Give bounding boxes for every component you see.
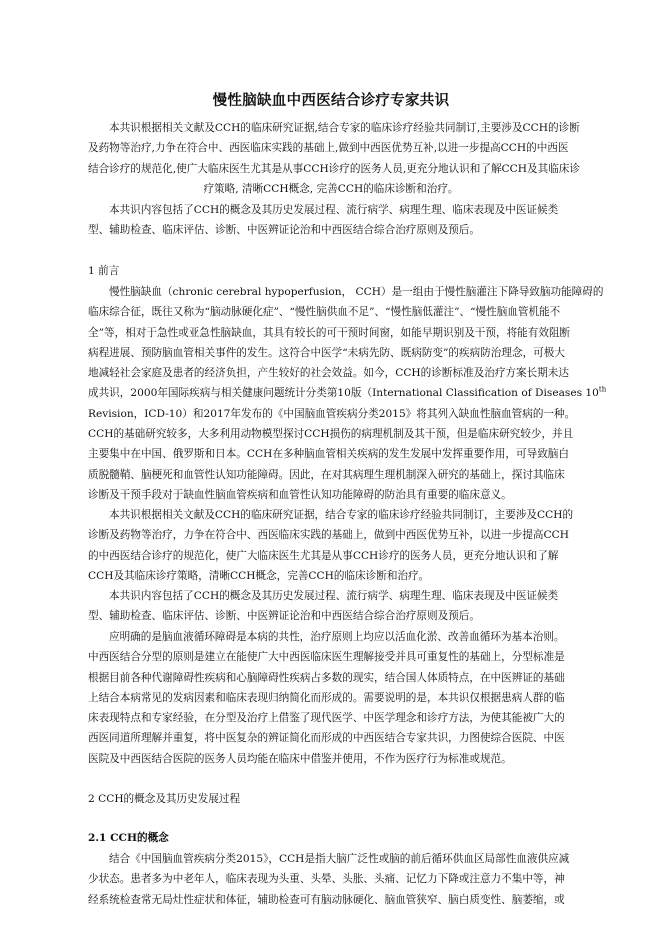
text-line: CCH的基础研究较多，大多利用动物模型探讨CCH损伤的病理机制及其干预，但是临床研究较少，并且 — [88, 428, 574, 441]
text-line: 本共识根据相关文献及CCH的临床研究证据，结合专家的临床诊疗经验共同制订，主要涉及CCH的 — [109, 509, 574, 521]
text-line: 型、辅助检查、临床评估、诊断、中医辨证论治和中西医结合综合治疗原则及预后。 — [88, 224, 480, 237]
text-line: 床表现特点和专家经验，在分型及治疗上借鉴了现代医学、中医学理念和诊疗方法，为使其能被广大的 — [88, 712, 565, 725]
section2-paragraph-1 — [88, 849, 575, 910]
section-heading: 1 前言 — [88, 265, 120, 277]
text-line: 上结合本病常见的发病因素和临床表现归纳简化而形成的。需要说明的是，本共识仅根据患病人群的临 — [88, 691, 565, 704]
text-line: 本共识内容包括了CCH的概念及其历史发展过程、流行病学、病理生理、临床表现及中医证候类 — [109, 590, 559, 602]
text-line: 中西医结合分型的原则是建立在能使广大中西医临床医生理解接受并具可重复性的基础上，分型标准是 — [88, 651, 565, 664]
text-line: 型、辅助检查、临床评估、诊断、中医辨证论治和中西医结合综合治疗原则及预后。 — [88, 610, 480, 623]
text-line: 疗策略, 清晰CCH概念, 完善CCH的临床诊断和治疗。 — [203, 182, 459, 195]
text-line — [88, 383, 607, 403]
document-title: 慢性脑缺血中西医结合诊疗专家共识 — [212, 92, 450, 109]
text-line: 诊断及药物等治疗，力争在符合中、西医临床实践的基础上，做到中西医优势互补，以进一步提高CCH — [88, 529, 569, 542]
abstract-paragraph-2 — [88, 200, 574, 241]
text-line: 地减轻社会家庭及患者的经济负担，产生较好的社会效益。如今，CCH的诊断标准及治疗方案长期未达 — [88, 367, 569, 380]
subsection-heading: 2.1 CCH的概念 — [88, 832, 169, 844]
text-line: 及药物等治疗,力争在符合中、西医临床实践的基础上,做到中西医优势互补,以进一步提高CCH的中西医 — [88, 142, 569, 155]
section-heading: 2 CCH的概念及其历史发展过程 — [88, 793, 241, 805]
text-line: CCH及其临床诊疗策略，清晰CCH概念，完善CCH的临床诊断和治疗。 — [88, 569, 430, 582]
section1-paragraph-4 — [88, 627, 575, 769]
text-line: 经系统检查常无局灶性症状和体征，辅助检查可有脑动脉硬化、脑血管狭窄、脑白质变性、脑萎缩，或 — [88, 893, 565, 906]
text-line: 诊断及干预手段对于缺血性脑血管疾病和血管性认知功能障碍的防治具有重要的临床意义。 — [88, 488, 512, 501]
text-line: 结合《中国脑血管疾病分类2015》，CCH是指大脑广泛性或脑的前后循环供血区局部性血液供应减 — [109, 853, 570, 865]
text-segment: 成共识，2000年国际疾病与相关健康问题统计分类第10版（International Classification of Diseases 10 — [88, 387, 599, 400]
text-line: 质脱髓鞘、脑梗死和血管性认知功能障碍。因此，在对其病理生理机制深入研究的基础上，探讨其临床 — [88, 468, 565, 481]
text-line: 西医同道所理解并重复，将中医复杂的辨证简化而形成的中西医结合专家共识，力图使综合医院、中医 — [88, 732, 565, 745]
text-line: 本共识根据相关文献及CCH的临床研究证据,结合专家的临床诊疗经验共同制订,主要涉及CCH的诊断 — [109, 122, 580, 134]
text-line: Revision，ICD-10）和2017年发布的《中国脑血管疾病分类2015》将其列入缺血性脑血管病的一种。 — [88, 407, 576, 420]
abstract-paragraph-1 — [88, 118, 580, 199]
section1-paragraph-3 — [88, 586, 575, 627]
text-line: 本共识内容包括了CCH的概念及其历史发展过程、流行病学、病理生理、临床表现及中医证候类 — [109, 204, 559, 216]
text-line: 少状态。患者多为中老年人，临床表现为头重、头晕、头胀、头痛、记忆力下降或注意力不集中等，神 — [88, 873, 565, 886]
text-line: 医院及中西医结合医院的医务人员均能在临床中借鉴并使用，不作为医疗行为标准或规范。 — [88, 752, 512, 765]
text-line: 慢性脑缺血（chronic cerebral hypoperfusion， CCH）是一组由于慢性脑灌注下降导致脑功能障碍的 — [109, 286, 604, 298]
text-line: 的中西医结合诊疗的规范化，使广大临床医生尤其是从事CCH诊疗的医务人员，更充分地认识和了解 — [88, 549, 559, 562]
text-line: 根据目前各种代谢障碍性疾病和心脑障碍性疾病占多数的现实，结合国人体质特点，在中医辨证的基础 — [88, 671, 565, 684]
text-line: 全”等，相对于急性或亚急性脑缺血，其具有较长的可干预时间窗，如能早期识别及干预，将能有效阻断 — [88, 326, 571, 339]
text-line: 应明确的是脑血液循环障碍是本病的共性，治疗原则上均应以活血化淤、改善血循环为基本治则。 — [109, 631, 565, 643]
text-line: 主要集中在中国、俄罗斯和日本。CCH在多种脑血管相关疾病的发生发展中发挥重要作用，可导致脑白 — [88, 448, 569, 461]
superscript: th — [598, 385, 607, 394]
section1-paragraph-1 — [88, 282, 607, 505]
text-line: 病程进展、预防脑血管相关事件的发生。这符合中医学“未病先防、既病防变”的疾病防治理念，可极大 — [88, 346, 565, 359]
text-line: 结合诊疗的规范化,使广大临床医生尤其是从事CCH诊疗的医务人员,更充分地认识和了解CCH及其临床诊 — [88, 162, 580, 175]
section1-paragraph-2 — [88, 505, 575, 586]
text-line: 临床综合征，既往又称为“脑动脉硬化症”、“慢性脑供血不足”、“慢性脑低灌注”、“慢性脑血管机能不 — [88, 306, 561, 319]
